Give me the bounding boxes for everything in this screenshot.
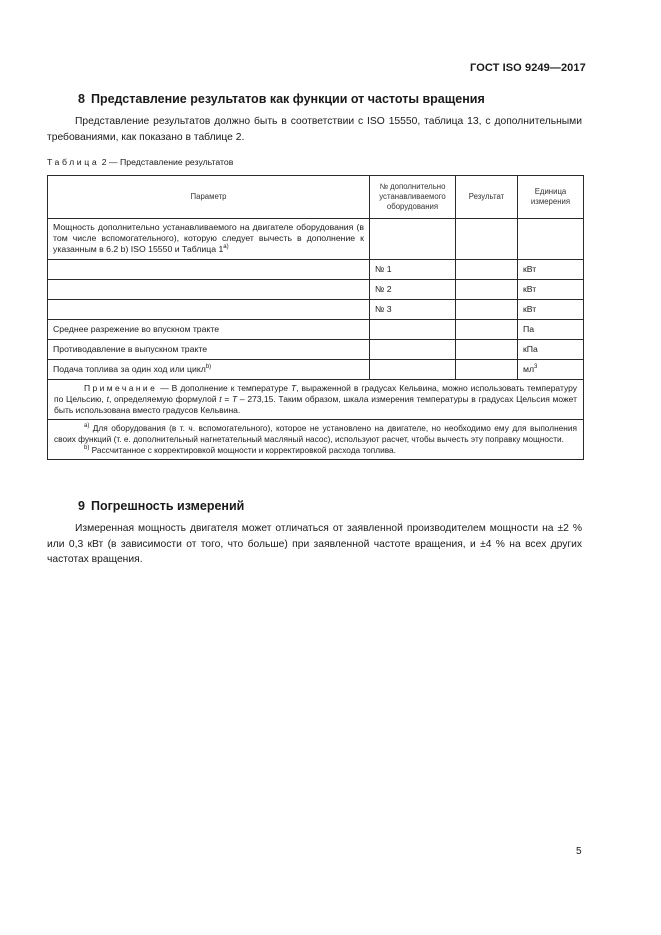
table-footnotes: [48, 420, 584, 460]
page-number: 5: [576, 846, 582, 857]
table-row: [48, 280, 584, 300]
row-param: Подача топлива за один ход или цикл$^{b)}$: [48, 360, 370, 380]
row-additional: [370, 340, 456, 360]
row-result: [456, 300, 518, 320]
table-row: [48, 320, 584, 340]
header-result: Результат: [456, 176, 518, 219]
table-footnotes-row: [48, 420, 584, 460]
section-8-number: 8: [78, 92, 85, 106]
row-result: [456, 260, 518, 280]
table-row: [48, 260, 584, 280]
table-header-row: [48, 176, 584, 219]
row-unit: кВт: [518, 260, 584, 280]
row-unit: кПа: [518, 340, 584, 360]
row-unit: кВт: [518, 280, 584, 300]
table-row: [48, 340, 584, 360]
table-row: [48, 219, 584, 260]
row-unit: $мл^3$: [518, 360, 584, 380]
row-unit: кВт: [518, 300, 584, 320]
row-additional: [370, 320, 456, 340]
row-unit: [518, 219, 584, 260]
row-param: [48, 300, 370, 320]
section-8-paragraph: Представление результатов должно быть в соответствии с ISO 15550, таблица 13, с дополнительными требованиями, как показано в таблице 2.: [47, 116, 582, 143]
results-table: [47, 175, 584, 460]
row-param: Противодавление в выпускном тракте: [48, 340, 370, 360]
row-additional: № 1: [370, 260, 456, 280]
document-code: ГОСТ ISO 9249—2017: [470, 62, 586, 74]
row-result: [456, 219, 518, 260]
row-result: [456, 280, 518, 300]
row-param: Среднее разрежение во впускном тракте: [48, 320, 370, 340]
row-param: Мощность дополнительно устанавливаемого на двигателе оборудования (в том числе вспомогательного), которую следует вычесть в дополнение к указанным в 6.2 b) ISO 15550 и Таблица 1$^{a)}$: [48, 219, 370, 260]
row-additional: [370, 360, 456, 380]
row-additional: № 2: [370, 280, 456, 300]
header-unit: Единица измерения: [518, 176, 584, 219]
section-9-paragraph: Измеренная мощность двигателя может отличаться от заявленной производителем мощности на ±2 % или 0,3 кВт (в зависимости от того, что больше) при заявленной частоте вращения, и ±4 % на всех других частотах вращения.: [47, 523, 582, 565]
section-9-heading: [78, 499, 244, 513]
table-row: [48, 360, 584, 380]
section-8-heading: [78, 92, 485, 106]
table-caption: [47, 157, 233, 167]
table-caption-text: 2 — Представление результатов: [101, 157, 234, 167]
row-additional: № 3: [370, 300, 456, 320]
header-param: Параметр: [48, 176, 370, 219]
table-note: Примечание — В дополнение к температуре T, выраженной в градусах Кельвина, можно использовать температуру по Цельсию, t, определяемую формулой t = T – 273,15. Таким образом, шкала измерения температуры в градусах Цельсия может быть использована вместо градусов Кельвина.: [48, 380, 584, 420]
footnote-a: $^{a)}$ Для оборудования (в т. ч. вспомогательного), которое не установлено на двигателе, но необходимо ему для выполнения своих функций (т. е. дополнительный нагнетательный масляный насос), используют расчет, чтобы вычесть эту поправку мощности.: [54, 423, 577, 444]
row-result: [456, 320, 518, 340]
section-9-number: 9: [78, 499, 85, 513]
row-result: [456, 340, 518, 360]
table-note-row: [48, 380, 584, 420]
section-9-title: Погрешность измерений: [90, 499, 245, 513]
section-8-title: Представление результатов как функции от частоты вращения: [90, 92, 485, 106]
row-result: [456, 360, 518, 380]
footnote-b: $^{b)}$ Рассчитанное с корректировкой мощности и корректировкой расхода топлива.: [84, 445, 396, 455]
header-additional: № дополнительно устанавливаемого оборудования: [370, 176, 456, 219]
row-unit: Па: [518, 320, 584, 340]
row-param: [48, 260, 370, 280]
table-caption-label: Таблица: [47, 157, 100, 167]
row-additional: [370, 219, 456, 260]
table-row: [48, 300, 584, 320]
row-param: [48, 280, 370, 300]
